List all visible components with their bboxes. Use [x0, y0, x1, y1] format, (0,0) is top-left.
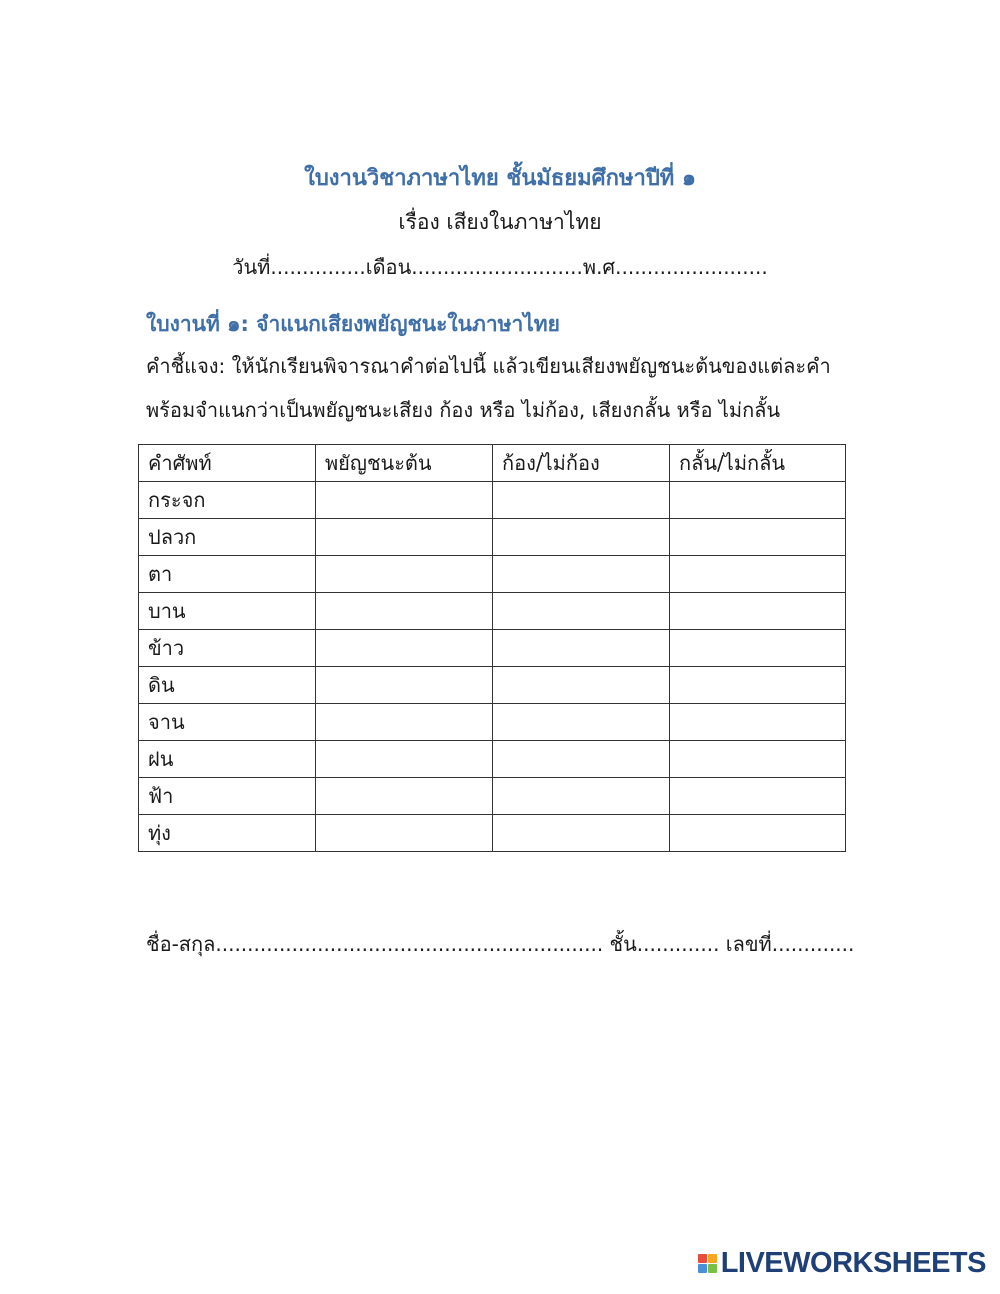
logo-square-red	[698, 1254, 707, 1263]
logo-square-orange	[708, 1254, 717, 1263]
date-line: วันที่...............เดือน...........................พ.ศ........................	[232, 255, 768, 279]
glottal-answer-cell[interactable]	[670, 815, 846, 852]
voiced-answer-cell[interactable]	[493, 741, 670, 778]
table-row	[139, 593, 846, 630]
word-cell: ปลวก	[139, 519, 316, 556]
column-header-glottal: กลั้น/ไม่กลั้น	[670, 445, 846, 482]
instruction-line-2: พร้อมจำแนกว่าเป็นพยัญชนะเสียง ก้อง หรือ ไม่ก้อง, เสียงกลั้น หรือ ไม่กลั้น	[146, 398, 781, 422]
glottal-answer-cell[interactable]	[670, 778, 846, 815]
table-row	[139, 630, 846, 667]
initial-consonant-answer-cell[interactable]	[316, 519, 493, 556]
table-row	[139, 778, 846, 815]
table-row	[139, 704, 846, 741]
table-row	[139, 482, 846, 519]
voiced-answer-cell[interactable]	[493, 815, 670, 852]
glottal-answer-cell[interactable]	[670, 630, 846, 667]
voiced-answer-cell[interactable]	[493, 667, 670, 704]
glottal-answer-cell[interactable]	[670, 741, 846, 778]
voiced-answer-cell[interactable]	[493, 778, 670, 815]
column-header-voiced: ก้อง/ไม่ก้อง	[493, 445, 670, 482]
voiced-answer-cell[interactable]	[493, 593, 670, 630]
liveworksheets-logo-icon	[698, 1254, 717, 1273]
column-header-initial-consonant: พยัญชนะต้น	[316, 445, 493, 482]
initial-consonant-answer-cell[interactable]	[316, 482, 493, 519]
word-cell: ข้าว	[139, 630, 316, 667]
word-cell: กระจก	[139, 482, 316, 519]
initial-consonant-answer-cell[interactable]	[316, 741, 493, 778]
word-cell: ทุ่ง	[139, 815, 316, 852]
voiced-answer-cell[interactable]	[493, 482, 670, 519]
word-cell: บาน	[139, 593, 316, 630]
table-row	[139, 741, 846, 778]
table-row	[139, 815, 846, 852]
voiced-answer-cell[interactable]	[493, 519, 670, 556]
glottal-answer-cell[interactable]	[670, 704, 846, 741]
word-cell: ฟ้า	[139, 778, 316, 815]
voiced-answer-cell[interactable]	[493, 704, 670, 741]
liveworksheets-logo-text: LIVEWORKSHEETS	[720, 1247, 986, 1279]
word-cell: ตา	[139, 556, 316, 593]
glottal-answer-cell[interactable]	[670, 556, 846, 593]
worksheet-title: ใบงานวิชาภาษาไทย ชั้นมัธยมศึกษาปีที่ ๑	[304, 166, 696, 191]
voiced-answer-cell[interactable]	[493, 556, 670, 593]
table-row	[139, 556, 846, 593]
table-row	[139, 667, 846, 704]
glottal-answer-cell[interactable]	[670, 593, 846, 630]
column-header-word: คำศัพท์	[139, 445, 316, 482]
table-row	[139, 519, 846, 556]
initial-consonant-answer-cell[interactable]	[316, 593, 493, 630]
glottal-answer-cell[interactable]	[670, 667, 846, 704]
initial-consonant-answer-cell[interactable]	[316, 704, 493, 741]
consonant-table	[138, 444, 846, 852]
voiced-answer-cell[interactable]	[493, 630, 670, 667]
initial-consonant-answer-cell[interactable]	[316, 630, 493, 667]
liveworksheets-logo	[698, 1247, 986, 1280]
instruction-line-1: คำชี้แจง: ให้นักเรียนพิจารณาคำต่อไปนี้ แล้วเขียนเสียงพยัญชนะต้นของแต่ละคำ	[146, 354, 831, 378]
section-title: ใบงานที่ ๑: จำแนกเสียงพยัญชนะในภาษาไทย	[146, 312, 560, 336]
worksheet-subtitle: เรื่อง เสียงในภาษาไทย	[398, 210, 602, 234]
initial-consonant-answer-cell[interactable]	[316, 667, 493, 704]
initial-consonant-answer-cell[interactable]	[316, 556, 493, 593]
initial-consonant-answer-cell[interactable]	[316, 778, 493, 815]
word-cell: จาน	[139, 704, 316, 741]
table-header-row	[139, 445, 846, 482]
student-info-line: ชื่อ-สกุล............................................................. ชั้น............. เลขที่.............	[146, 932, 855, 956]
logo-square-green	[708, 1264, 717, 1273]
glottal-answer-cell[interactable]	[670, 519, 846, 556]
initial-consonant-answer-cell[interactable]	[316, 815, 493, 852]
glottal-answer-cell[interactable]	[670, 482, 846, 519]
logo-square-blue	[698, 1264, 707, 1273]
word-cell: ฝน	[139, 741, 316, 778]
word-cell: ดิน	[139, 667, 316, 704]
